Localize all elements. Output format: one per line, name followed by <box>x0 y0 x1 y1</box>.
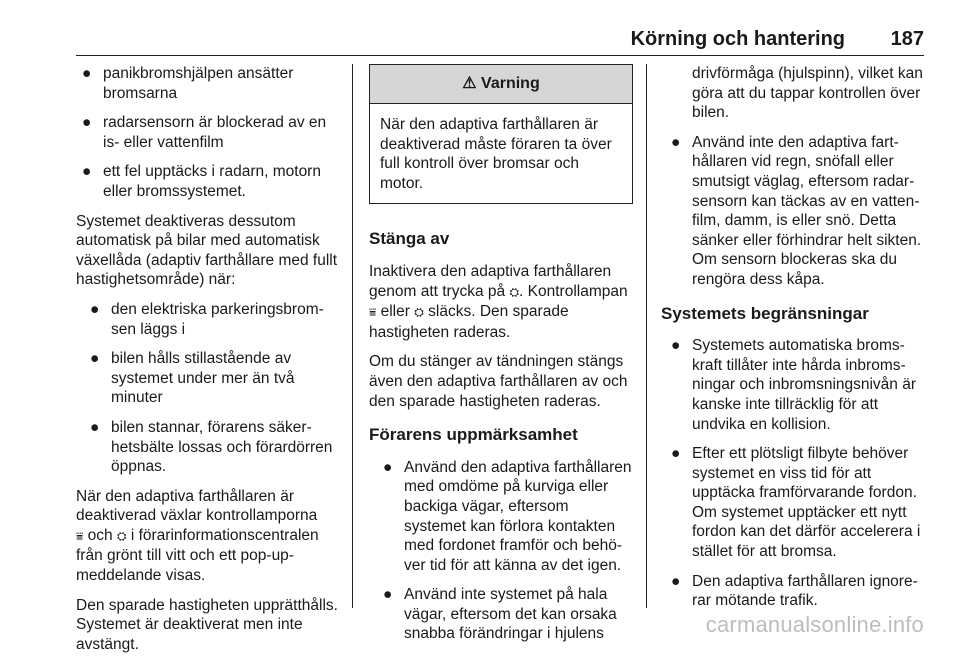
sub-list <box>76 300 342 477</box>
section-heading: Förarens uppmärksamhet <box>369 425 578 445</box>
list-item: ● Använd inte systemet på hala vägar, eftersom det kan orsaka snabba förändringar i hjulens <box>383 586 617 643</box>
bullet-icon: ● <box>671 133 681 151</box>
warning-header: ⚠ Varning <box>370 65 632 104</box>
paragraph: Inaktivera den adaptiva farthållaren genom att trycka på ⛭. Kontrollampan ⩸ eller ⛭ släcks. Den sparade hastigheten raderas. <box>369 262 628 341</box>
adaptive-cruise-icon: ⩸ <box>369 305 377 320</box>
section-title: Körning och hantering <box>630 28 845 50</box>
column-1 <box>76 64 342 664</box>
watermark: carmanualsonline.info <box>705 612 924 637</box>
list-item: ● Den adaptiva farthållaren ignorerar mötande trafik. <box>671 572 918 610</box>
cruise-control-icon: ⛭ <box>414 305 424 320</box>
list-item: ● bilen stannar, förarens säkerhetsbälte lossas och förardörren öppnas. <box>90 418 333 476</box>
list-item: ● Använd den adaptiva farthållaren med omdöme på kurviga eller backiga vägar, eftersom systemet kan förlora kontakten med fordonet framför och behöver tid för att känna av det igen. <box>383 458 632 574</box>
column-divider <box>646 64 647 608</box>
bullet-icon: ● <box>90 418 100 436</box>
bullet-icon: ● <box>383 458 393 476</box>
bullet-icon: ● <box>82 114 92 132</box>
paragraph: drivförmåga (hjulspinn), vilket kan göra att du tappar kontrollen över bilen. <box>692 65 923 122</box>
page-header <box>0 0 960 56</box>
section-heading: Systemets begränsningar <box>661 303 869 323</box>
column-divider <box>352 64 353 608</box>
bullet-icon: ● <box>82 65 92 82</box>
list-item: ● radarsensorn är blockerad av en is- eller vattenfilm <box>82 114 327 151</box>
list-item: ● panikbromshjälpen ansätter bromsarna <box>82 65 294 102</box>
bullet-icon: ● <box>671 445 681 463</box>
warning-text: När den adaptiva farthållaren är deaktiverad måste föraren ta över full kontroll över bromsar och motor. <box>380 116 612 192</box>
paragraph: När den adaptiva farthållaren är deaktiverad växlar kontrollamporna ⩸ och ⛭ i förarinformationscentralen från grönt till vitt och ett pop-up-meddelande visas. <box>76 487 319 585</box>
section-heading: Stänga av <box>369 229 450 249</box>
list-item: ● bilen hålls stillastående av systemet under mer än två minuter <box>90 350 295 407</box>
list-item: ● ett fel upptäcks i radarn, motorn eller bromssystemet. <box>82 163 321 200</box>
column-2 <box>369 64 633 654</box>
cruise-control-icon: ⛭ <box>116 528 127 543</box>
bullet-icon: ● <box>671 572 681 590</box>
bullet-icon: ● <box>82 163 92 181</box>
column-3 <box>661 64 927 621</box>
list-item: ● Systemets automatiska bromskraft tillåter inte hårda inbromsningar och inbromsningsnivån är kanske inte tillräcklig för att undvika en kollision. <box>671 337 917 433</box>
list-item: ● Efter ett plötsligt filbyte behöver systemet en viss tid för att upptäcka framförvarande fordon. Om systemet upptäcker ett nytt fordon kan det därför accelerera i stället för att bromsa. <box>671 445 921 561</box>
paragraph: Systemet deaktiveras dessutom automatisk på bilar med automatisk växellåda (adaptiv farthållare med fullt hastighetsområde) när: <box>76 212 338 289</box>
page-number: 187 <box>890 28 924 50</box>
list-item: ● den elektriska parkeringsbromsen läggs i <box>90 300 324 338</box>
bullet-icon: ● <box>671 337 681 355</box>
cruise-control-icon: ⛭ <box>509 284 520 299</box>
paragraph: Om du stänger av tändningen stängs även den adaptiva farthållaren av och den sparade hastigheten raderas. <box>369 353 628 410</box>
paragraph: Den sparade hastigheten upprätthålls. Systemet är deaktiverat men inte avstängt. <box>76 596 338 653</box>
warning-box <box>369 64 633 204</box>
bullet-icon: ● <box>90 350 100 368</box>
bullet-icon: ● <box>90 300 100 318</box>
adaptive-cruise-icon: ⩸ <box>76 528 84 543</box>
list-item: ● Använd inte den adaptiva farthållaren vid regn, snöfall eller smutsigt väglag, eftersom radarsensorn kan täckas av en vattenfilm, damm, is eller snö. Detta sänker eller förhindrar helt sikten. Om sensorn blockeras ska du rengöra dess kåpa. <box>671 133 922 288</box>
warning-icon: ⚠ <box>462 75 477 92</box>
bullet-icon: ● <box>383 586 393 604</box>
header-rule <box>76 55 924 56</box>
